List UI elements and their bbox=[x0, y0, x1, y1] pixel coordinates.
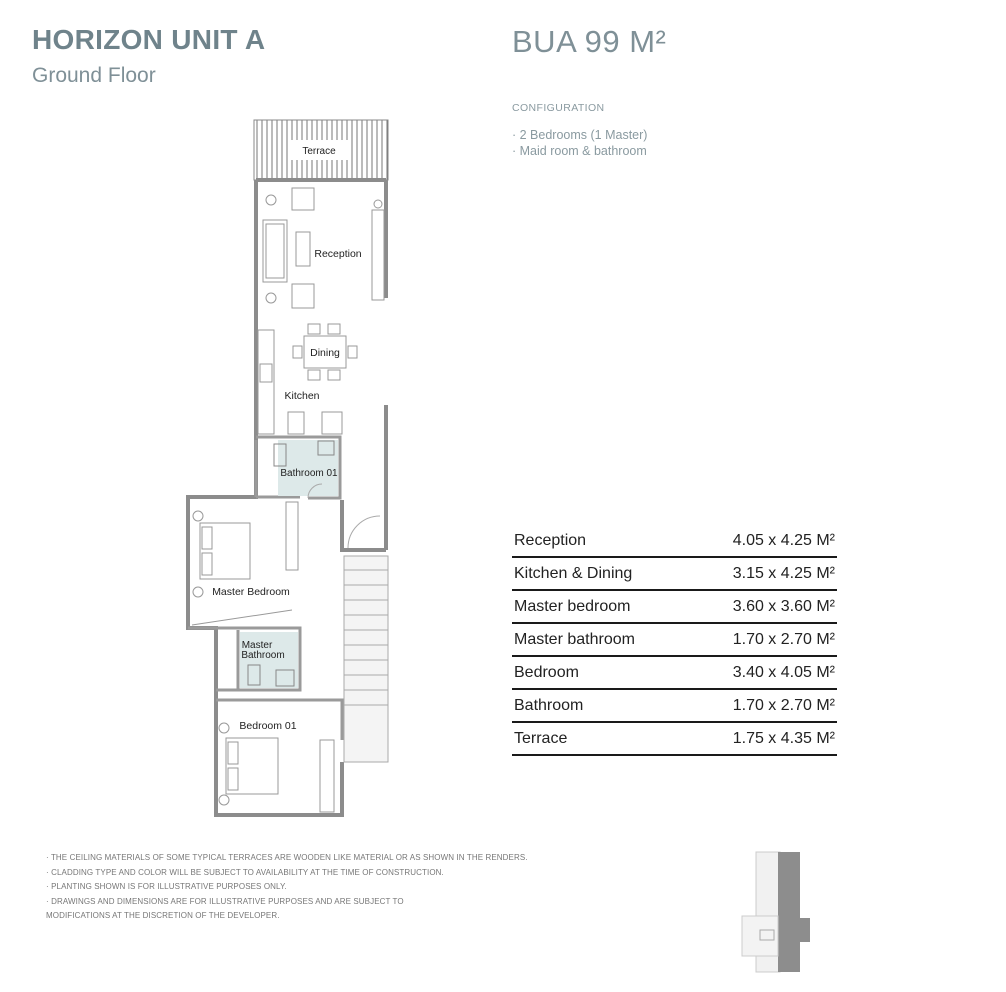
room-size: 4.05 x 4.25 M² bbox=[732, 531, 835, 549]
table-row bbox=[512, 558, 837, 591]
note-line: · DRAWINGS AND DIMENSIONS ARE FOR ILLUSTRATIVE PURPOSES AND ARE SUBJECT TO bbox=[46, 896, 404, 906]
master-bed bbox=[192, 502, 298, 625]
table-row bbox=[512, 591, 837, 624]
table-row bbox=[512, 690, 837, 723]
bua-area: BUA 99 M² bbox=[512, 24, 667, 59]
configuration-item: · 2 Bedrooms (1 Master) bbox=[512, 128, 648, 142]
table-row bbox=[512, 723, 837, 756]
table-row bbox=[512, 624, 837, 657]
bedroom01-label: Bedroom 01 bbox=[239, 720, 297, 732]
room-dimensions-table bbox=[512, 525, 837, 756]
configuration-item: · Maid room & bathroom bbox=[512, 144, 647, 158]
room-name: Terrace bbox=[514, 729, 568, 747]
table-row bbox=[512, 657, 837, 690]
note-line: · THE CEILING MATERIALS OF SOME TYPICAL TERRACES ARE WOODEN LIKE MATERIAL OR AS SHOWN IN THE RENDERS. bbox=[46, 853, 528, 862]
room-name: Master bathroom bbox=[514, 630, 635, 648]
floor-subtitle: Ground Floor bbox=[32, 64, 156, 87]
room-size: 1.70 x 2.70 M² bbox=[732, 696, 835, 714]
note-line: · PLANTING SHOWN IS FOR ILLUSTRATIVE PURPOSES ONLY. bbox=[46, 882, 287, 891]
room-name: Bedroom bbox=[514, 663, 579, 681]
room-size: 3.15 x 4.25 M² bbox=[732, 564, 835, 582]
configuration-heading: CONFIGURATION bbox=[512, 102, 605, 114]
room-name: Master bedroom bbox=[514, 597, 631, 615]
room-size: 3.60 x 3.60 M² bbox=[732, 597, 835, 615]
kitchen-label: Kitchen bbox=[284, 390, 320, 402]
master-bathroom-label: Master bbox=[241, 640, 273, 651]
note-line: · CLADDING TYPE AND COLOR WILL BE SUBJECT TO AVAILABILITY AT THE TIME OF CONSTRUCTION. bbox=[46, 867, 444, 877]
master-bedroom-label: Master Bedroom bbox=[212, 586, 290, 598]
room-size: 1.75 x 4.35 M² bbox=[732, 729, 835, 747]
master-bathroom-label: Bathroom bbox=[241, 650, 285, 661]
room-name: Kitchen & Dining bbox=[514, 564, 633, 582]
note-line: MODIFICATIONS AT THE DISCRETION OF THE DEVELOPER. bbox=[46, 911, 280, 920]
unit-title: HORIZON UNIT A bbox=[32, 24, 266, 55]
dining-label: Dining bbox=[310, 347, 340, 359]
room-name: Reception bbox=[514, 531, 587, 549]
reception-label: Reception bbox=[314, 248, 362, 260]
room-size: 3.40 x 4.05 M² bbox=[732, 663, 835, 681]
key-plan-thumbnail bbox=[742, 852, 810, 972]
bedroom01-bed bbox=[219, 723, 334, 812]
disclaimer-notes bbox=[46, 851, 528, 924]
room-size: 1.70 x 2.70 M² bbox=[732, 630, 835, 648]
staircase bbox=[344, 556, 388, 762]
bathroom01-label: Bathroom 01 bbox=[280, 468, 338, 479]
terrace-label: Terrace bbox=[302, 146, 336, 157]
room-name: Bathroom bbox=[514, 696, 584, 714]
table-row bbox=[512, 525, 837, 558]
